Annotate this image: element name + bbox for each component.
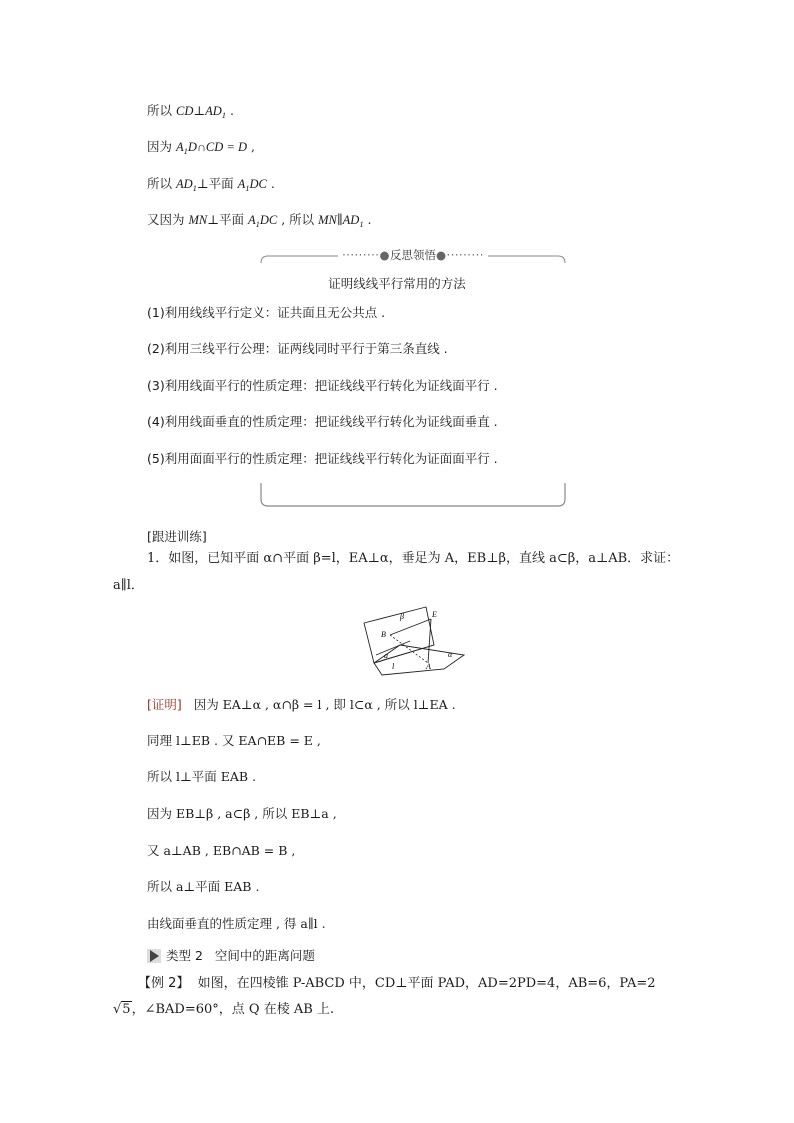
proof-line: 同理 l⊥EB . 又 EA∩EB = E , <box>147 733 321 748</box>
label-beta: β <box>400 612 404 621</box>
label-E: E <box>432 610 437 619</box>
label-A: A <box>426 662 431 671</box>
plane-beta <box>364 607 434 663</box>
proof-line: 所以 l⊥平面 EAB . <box>147 769 256 784</box>
practice-problem-line1: 1．如图，已知平面 α∩平面 β=l，EA⊥α，垂足为 A，EB⊥β，直线 a⊂β，a⊥AB．求证： <box>147 551 680 566</box>
title-dots-left: ·········● <box>342 248 390 262</box>
proof-line-4: 又因为 MN⊥平面 $A_1DC$ , 所以 $MN\parallel AD_1$ . <box>147 212 372 229</box>
practice-tag: [跟进训练] <box>147 529 207 544</box>
practice-problem-line2: a∥l． <box>113 578 144 593</box>
segment-EB <box>390 619 431 635</box>
example2-line2: √5，∠BAD=60°，点 Q 在棱 AB 上. <box>113 1002 335 1017</box>
proof-line: 又 a⊥AB , EB∩AB = B , <box>147 843 296 858</box>
method-item-5: (5)利用面面平行的性质定理：把证线线平行转化为证面面平行 . <box>147 451 498 466</box>
proof-line-2: 因为 $A_1D\cap CD = D$ , <box>147 139 255 156</box>
proof-line: 所以 a⊥平面 EAB . <box>147 879 260 894</box>
sqrt-expression: √5 <box>113 1002 131 1017</box>
method-item-2: (2)利用三线平行公理：证两线同时平行于第三条直线 . <box>147 341 448 356</box>
proof-line: 由线面垂直的性质定理 , 得 a∥l . <box>147 916 326 931</box>
proof-first-line: [证明] 因为 EA⊥α , α∩β = l , 即 l⊂α , 所以 l⊥EA . <box>147 697 456 712</box>
proof-line-1: 所以 $CD\perp AD_1$ . <box>147 103 234 120</box>
example2-tag: 【例 2】 <box>138 976 190 991</box>
title-dots-right: ●········· <box>436 248 484 262</box>
method-item-4: (4)利用线面垂直的性质定理：把证线线平行转化为证线面垂直 . <box>147 414 498 429</box>
segment-AB <box>390 635 428 663</box>
method-item-1: (1)利用线线平行定义：证共面且无公共点 . <box>147 305 386 320</box>
label-B: B <box>381 630 386 639</box>
type2-heading: 类型 2 空间中的距离问题 <box>147 948 315 964</box>
reflection-title: ·········●反思领悟●········· <box>338 247 488 263</box>
reflection-heading: 证明线线平行常用的方法 <box>328 276 466 291</box>
method-item-3: (3)利用线面平行的性质定理：把证线线平行转化为证线面平行 . <box>147 378 498 393</box>
label-l: l <box>392 662 395 671</box>
label-a: a <box>384 651 388 660</box>
proof-line-3: 所以 $AD_1\perp$平面 $A_1DC$ . <box>147 176 275 193</box>
proof-tag: [证明] <box>147 697 182 712</box>
play-icon <box>147 949 161 963</box>
proof-line: 因为 EB⊥β , a⊂β , 所以 EB⊥a , <box>147 806 337 821</box>
line-a <box>376 641 410 655</box>
example2-line1: 【例 2】 如图，在四棱锥 P-ABCD 中，CD⊥平面 PAD，AD=2PD=4，AB=6，PA=2 <box>138 976 656 991</box>
line-l <box>374 645 434 663</box>
label-alpha: α <box>448 650 453 659</box>
geometry-figure <box>360 605 470 677</box>
